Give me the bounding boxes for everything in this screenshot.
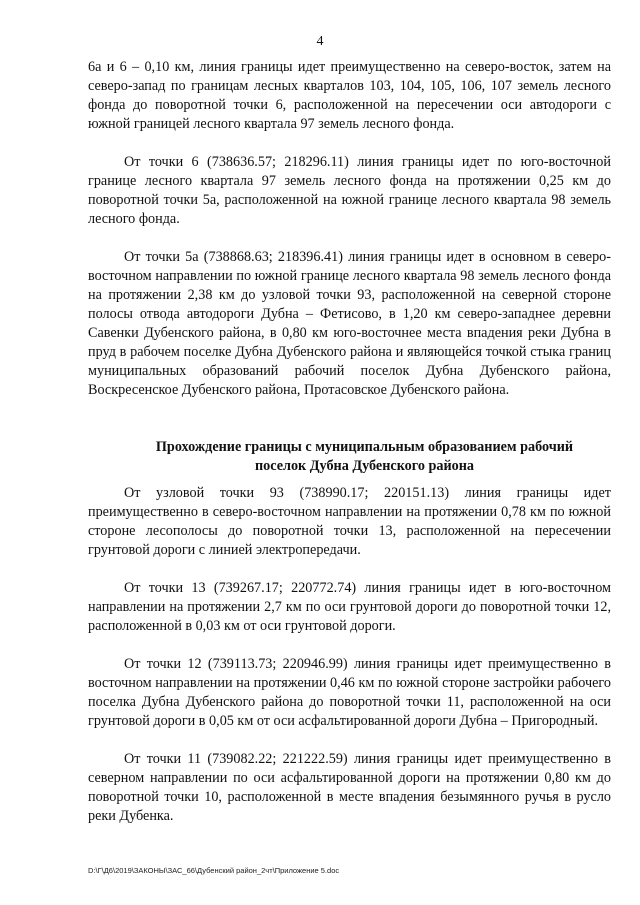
paragraph: От точки 6 (738636.57; 218296.11) линия границы идет по юго-восточной границе лесного квартала 97 земель лесного фонда на протяжении 0,25 км до поворотной точки 5а, расположенной на южной границе лесного квартала 98 земель лесного фонда.: [88, 154, 611, 227]
section-heading: [88, 438, 611, 476]
paragraph: 6а и 6 – 0,10 км, линия границы идет преимущественно на северо-восток, затем на северо-запад по границам лесных кварталов 103, 104, 105, 106, 107 земель лесного фонда до поворотной точки 6, расположенной на пересечении оси автодороги с южной границей лесного квартала 97 земель лесного фонда.: [88, 59, 611, 132]
page-number: 4: [316, 34, 324, 49]
paragraph: От точки 11 (739082.22; 221222.59) линия границы идет преимущественно в северном направлении по оси асфальтированной дороги на протяжении 0,80 км до поворотной точки 10, расположенной в месте впадения безымянного ручья в русло реки Дубенка.: [88, 751, 611, 824]
document-body: [88, 58, 611, 826]
paragraph: От точки 5а (738868.63; 218396.41) линия границы идет в основном в северо-восточном направлении по южной границе лесного квартала 98 земель лесного фонда на протяжении 2,38 км до узловой точки 93, расположенной на северной стороне полосы отвода автодороги Дубна – Фетисово, в 1,20 км северо-западнее деревни Савенки Дубенского района, в 0,80 км юго-восточнее места впадения реки Дубна в пруд в рабочем поселке Дубна Дубенского района и являющейся точкой стыка границ муниципальных образований рабочий поселок Дубна Дубенского района, Воскресенское Дубенского района, Протасовское Дубенского района.: [88, 249, 611, 398]
paragraph: От точки 13 (739267.17; 220772.74) линия границы идет в юго-восточном направлении на протяжении 2,7 км по оси грунтовой дороги до поворотной точки 12, расположенной в 0,03 км от оси грунтовой дороги.: [88, 580, 611, 634]
paragraph: От узловой точки 93 (738990.17; 220151.13) линия границы идет преимущественно в северо-восточном направлении на протяжении 0,78 км по южной стороне лесополосы до поворотной точки 13, расположенной на пересечении грунтовой дороги с линией электропередачи.: [88, 485, 611, 558]
section-heading-line-1: Прохождение границы с муниципальным образованием рабочий: [155, 439, 574, 455]
footer-file-path: D:\Г\Д6\2019\ЗАКОНЫ\ЗАС_66\Дубенский район_2чт\Приложение 5.doc: [88, 866, 340, 875]
section-heading-line-2: поселок Дубна Дубенского района: [254, 458, 475, 474]
paragraph: От точки 12 (739113.73; 220946.99) линия границы идет преимущественно в восточном направлении на протяжении 0,46 км по южной стороне застройки рабочего поселка Дубна Дубенского района до поворотной точки 11, расположенной на оси грунтовой дороги в 0,05 км от оси асфальтированной дороги Дубна – Пригородный.: [88, 656, 611, 729]
